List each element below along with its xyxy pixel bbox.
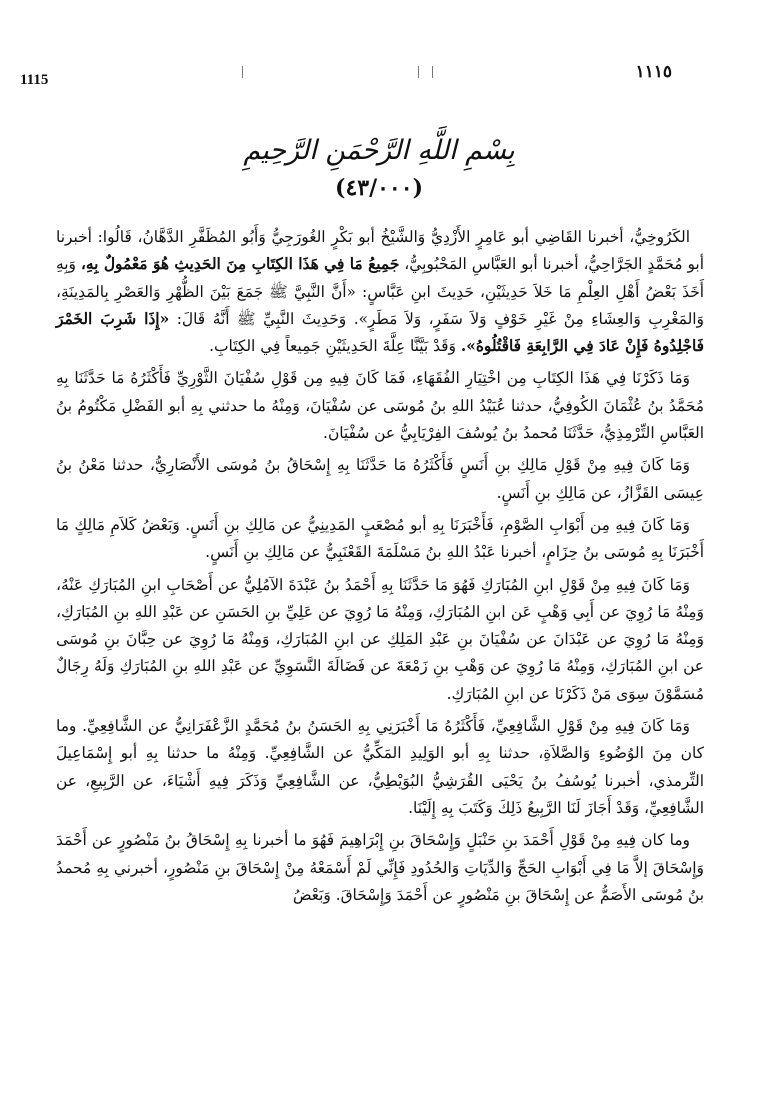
header-tick-marks: [240, 66, 460, 80]
tick-mark: [418, 66, 419, 78]
paragraph-2: وَمَا ذَكَرْنَا فِي هَذَا الكِتَابِ مِن اخْتِيَارِ الفُقَهَاءِ، فَمَا كَانَ فِيهِ مِن قَوْلِ سُفْيَانَ الثَّوْرِيِّ فَأَكْثَرُهُ مَا حَدَّثَنَا بِهِ مُحَمَّدُ بنُ عُثْمَانَ الكُوفِيُّ، حدثنا عُبَيْدُ اللهِ بنُ مُوسَى عن سُفْيَانَ، وَمِنْهُ ما حدثني بِهِ أبو الفَضْلِ مَكْتُومُ بنُ العَبَّاسِ التِّرْمِذِيُّ، حَدَّثَنَا مُحمدُ بنُ يُوسُفَ الفِرْيَابِيُّ عن سُفْيَانَ.: [56, 369, 704, 443]
hadith-number: (٤٣/٠٠٠): [335, 175, 423, 201]
page-number-latin: 1115: [20, 72, 49, 88]
paragraph-4: وَمَا كَانَ فِيهِ مِن أَبْوَابِ الصَّوْمِ، فَأَخْبَرَنَا بِهِ أبو مُصْعَبٍ المَدِينِيُّ عن مَالِكِ بنِ أَنَسٍ. وَبَعْضُ كَلاَمِ مَالِكٍ مَا أَخْبَرَنَا بِهِ مُوسَى بنُ حِزَامٍ، أخبرنا عَبْدُ اللهِ بنُ مَسْلَمَةَ القَعْنَبِيُّ عن مَالِكِ بنِ أَنَسٍ.: [56, 515, 704, 562]
paragraph-text: وَقَدْ بَيَّنَّا عِلَّةَ الحَدِيثَيْنِ جَمِيعاً فِي الكِتَابِ.: [209, 337, 456, 356]
body-text: [56, 224, 704, 909]
bold-hadith-quote: «إِذَا شَرِبَ الخَمْرَ فَاجْلِدُوهُ فَإِنْ عَادَ فِي الرَّابِعَةِ فَاقْتُلُوهُ».: [56, 309, 704, 356]
paragraph-text: وَبِهِ أَخَذَ بَعْضُ أَهْلِ العِلْمِ مَا خَلاَ حَدِيثَيْنِ، حَدِيثَ ابنِ عَبَّاسٍ: «أَنَّ النَّبِيَّ ﷺ جَمَعَ بَيْنَ الظُّهْرِ وَالعَصْرِ بِالمَدِينَةِ، وَالمَغْرِبِ وَالعِشَاءِ مِنْ غَيْرِ خَوْفٍ وَلاَ سَفَرٍ، وَلاَ مَطَرٍ». وَحَدِيثَ النَّبِيِّ ﷺ أَنَّهُ قَالَ:: [56, 255, 704, 328]
paragraph-5: وَمَا كَانَ فِيهِ مِنْ قَوْلِ ابنِ المُبَارَكِ فَهُوَ مَا حَدَّثَنَا بِهِ أَحْمَدُ بنُ عَبْدَةَ الآمُلِيُّ عن أَصْحَابِ ابنِ المُبَارَكِ عَنْهُ، وَمِنْهُ مَا رُوِيَ عن أَبِي وَهْبٍ عَن ابنِ المُبَارَكِ، وَمِنْهُ مَا رُوِيَ عن عَلِيِّ بنِ الحَسَنِ عن عَبْدِ اللهِ بنِ المُبَارَكِ، وَمِنْهُ مَا رُوِيَ عن عَبْدَانَ عن سُفْيَانَ بنِ عَبْدِ المَلِكِ عن ابنِ المُبَارَكِ، وَمِنْهُ مَا رُوِيَ عن حِبَّانَ بنِ مُوسَى عن ابنِ المُبَارَكِ، وَمِنْهُ مَا رُوِيَ عن وَهْبِ بنِ زَمْعَةَ عن فَضَالَةَ النَّسَوِيِّ عن عَبْدِ اللهِ بنِ المُبَارَكِ وَلَهُ رِجَالٌ مُسَمَّوْنَ سِوَى مَنْ ذَكَرْنَا عن ابنِ المُبَارَكِ.: [56, 575, 704, 703]
tick-mark: [242, 66, 243, 78]
page-number-arabic: ١١١٥: [635, 62, 672, 82]
paragraph-1: [56, 224, 704, 360]
bold-statement: جَمِيعُ مَا فِي هَذَا الكِتَابِ مِنَ الحَدِيثِ هُوَ مَعْمُولٌ بِهِ،: [80, 255, 400, 274]
tick-mark: [432, 66, 433, 78]
paragraph-3: وَمَا كَانَ فِيهِ مِنْ قَوْلِ مَالِكِ بنِ أَنَسٍ فَأَكْثَرُهُ مَا حَدَّثَنَا بِهِ إِسْحَاقُ بنُ مُوسَى الأَنْصَارِيُّ، حدثنا مَعْنُ بنُ عِيسَى القَزَّازُ، عن مَالِكِ بنِ أَنَسٍ.: [56, 456, 704, 502]
paragraph-6: وَمَا كَانَ فِيهِ مِنْ قَوْلِ الشَّافِعِيِّ، فَأَكْثَرُهُ مَا أَخْبَرَنِي بِهِ الحَسَنُ بنُ مُحَمَّدٍ الزَّعْفَرَانِيُّ عن الشَّافِعِيِّ. وما كان مِنَ الوُضُوءِ وَالصَّلاَةِ، حدثنا بِهِ أبو الوَلِيدِ المَكِّيُّ عن الشَّافِعِيِّ. وَمِنْهُ ما حدثنا بِهِ أبو إِسْمَاعِيلَ التِّرمذي، أخبرنا يُوسُفُ بنُ يَحْيَى القُرَشِيُّ البُوَيْطِيُّ، عن الشَّافِعِيِّ وَذَكَرَ فِيهِ أَشْيَاءَ، عن الرَّبِيعِ، عن الشَّافِعِيِّ، وَقَدْ أَجَازَ لَنَا الرَّبِيعُ ذَلِكَ وَكَتَبَ بِهِ إِلَيْنَا.: [56, 717, 704, 817]
basmala-heading: بِسْمِ اللَّهِ الرَّحْمَنِ الرَّحِيمِ: [243, 135, 515, 166]
paragraph-7: وما كان فِيهِ مِنْ قَوْلِ أَحْمَدَ بنِ حَنْبَلٍ وَإِسْحَاقَ بنِ إِبْرَاهِيمَ فَهُوَ ما أخبرنا بِهِ إِسْحَاقُ بنُ مَنْصُورٍ عن أَحْمَدَ وَإِسْحَاقَ إلاَّ مَا فِي أَبْوَابِ الحَجِّ وَالدِّيَاتِ وَالحُدُودِ فَإِنِّي لَمْ أَسْمَعْهُ مِنْ إِسْحَاقَ بنِ مَنْصُورٍ، أخبرني بِهِ مُحمدُ بنُ مُوسَى الأَصَمُّ عن إِسْحَاقَ بنِ مَنْصُورٍ عن أَحْمَدَ وَإِسْحَاقَ. وَبَعْضُ: [56, 831, 704, 904]
paragraph-text: الكَرُوخِيُّ، أخبرنا القَاضِي أبو عَامِرٍ الأَزْدِيُّ وَالشَّيْخُ أبو بَكْرٍ الغُورَجِيُّ وَأَبُو المُظَفَّرِ الدَّهَّانُ، قَالُوا: أخبرنا أبو مُحَمَّدٍ الجَرَّاحِيُّ، أخبرنا أبو العَبَّاسِ المَحْبُوبِيُّ،: [56, 228, 704, 274]
